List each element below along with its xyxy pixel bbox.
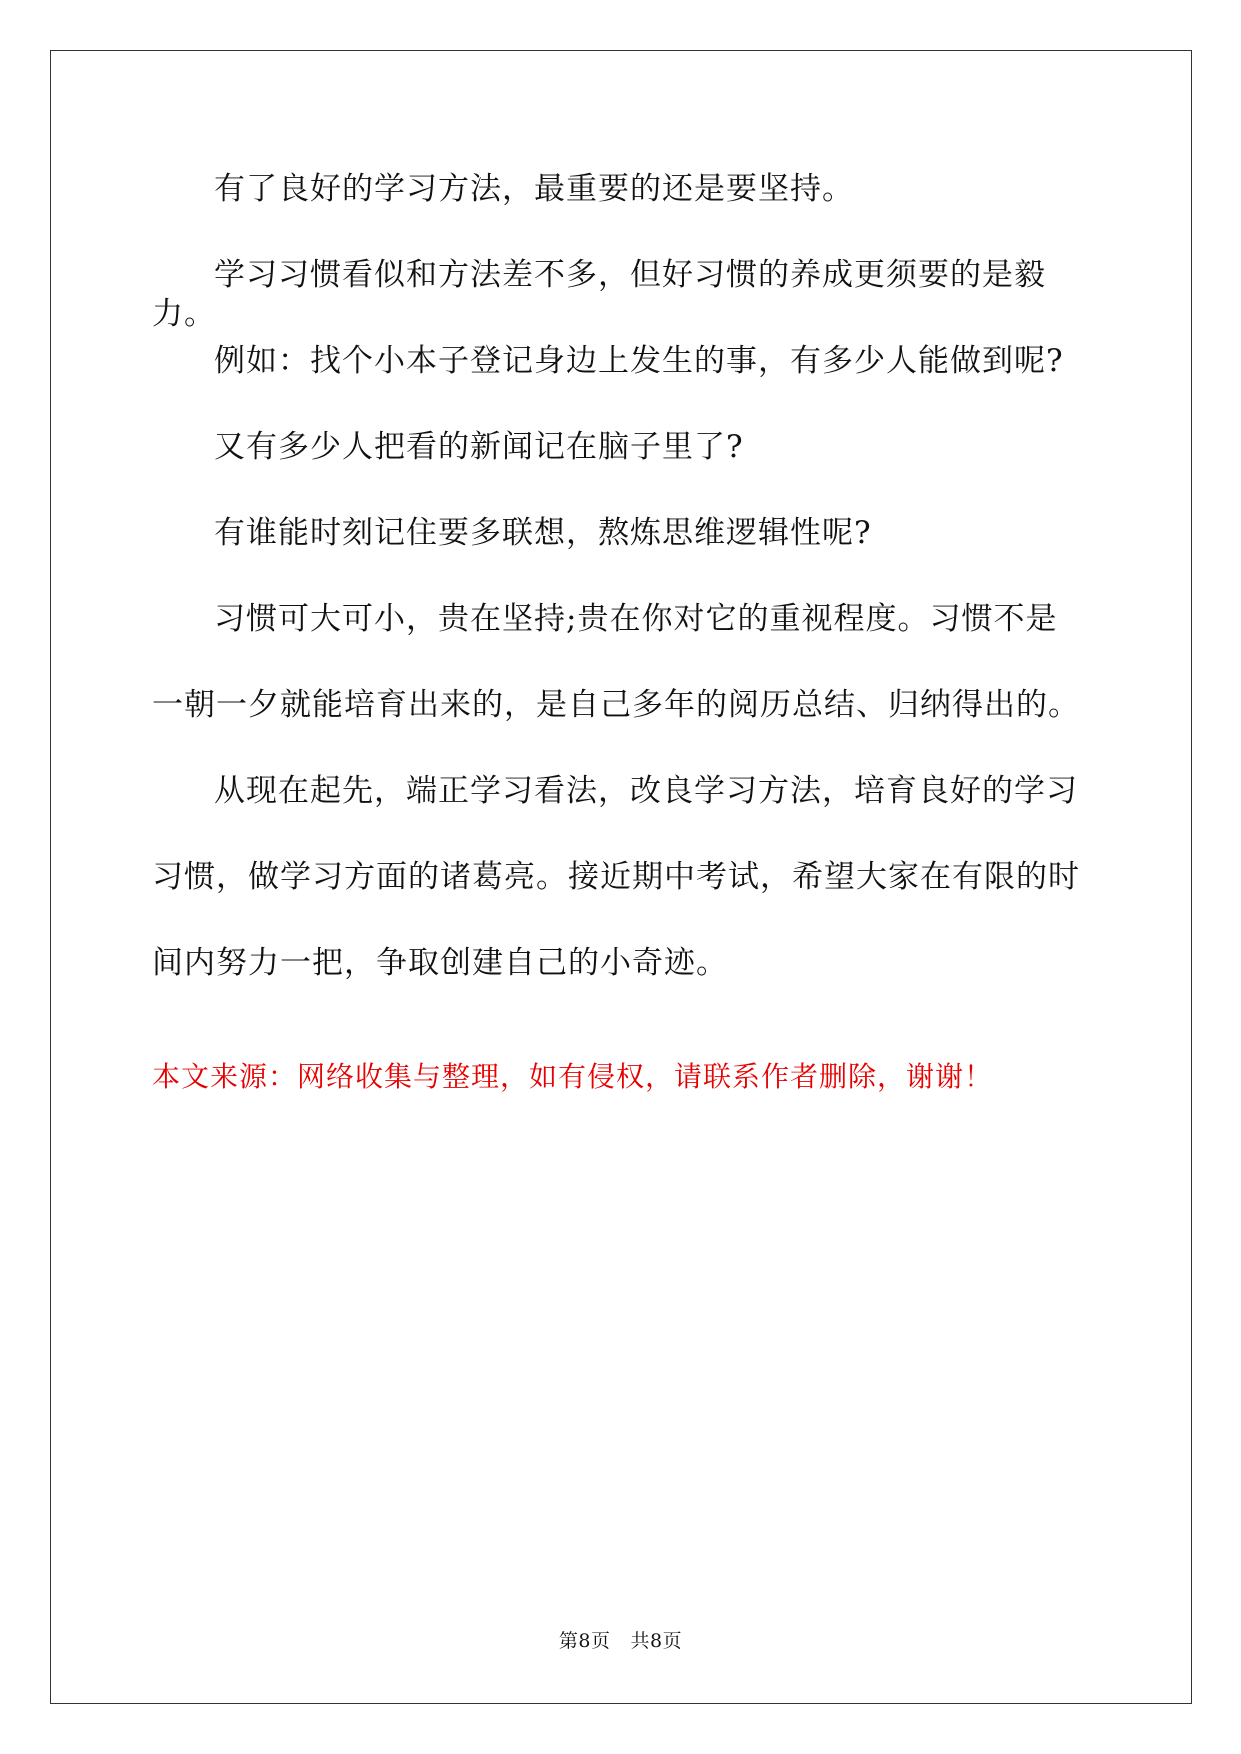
paragraph-1: 有了良好的学习方法，最重要的还是要坚持。 (214, 171, 854, 207)
paragraph-3: 例如：找个小本子登记身边上发生的事，有多少人能做到呢? (214, 343, 1064, 379)
document-body (152, 170, 1087, 1006)
paragraph-7: 从现在起先，端正学习看法，改良学习方法，培育良好的学习习惯，做学习方面的诸葛亮。接近期中考试，希望大家在有限的时间内努力一把，争取创建自己的小奇迹。 (152, 773, 1080, 981)
source-note: 本文来源：网络收集与整理，如有侵权，请联系作者删除，谢谢！ (152, 1060, 994, 1093)
paragraph-4: 又有多少人把看的新闻记在脑子里了? (214, 429, 744, 465)
page-footer (0, 1626, 1241, 1653)
paragraph-5: 有谁能时刻记住要多联想，熬炼思维逻辑性呢? (214, 515, 872, 551)
current-page-label: 第8页 (558, 1630, 611, 1652)
paragraph-6: 习惯可大可小，贵在坚持;贵在你对它的重视程度。习惯不是一朝一夕就能培育出来的，是自己多年的阅历总结、归纳得出的。 (152, 601, 1080, 723)
total-pages-label: 共8页 (630, 1630, 683, 1652)
paragraph-2: 学习习惯看似和方法差不多，但好习惯的养成更须要的是毅力。 (152, 257, 1046, 332)
